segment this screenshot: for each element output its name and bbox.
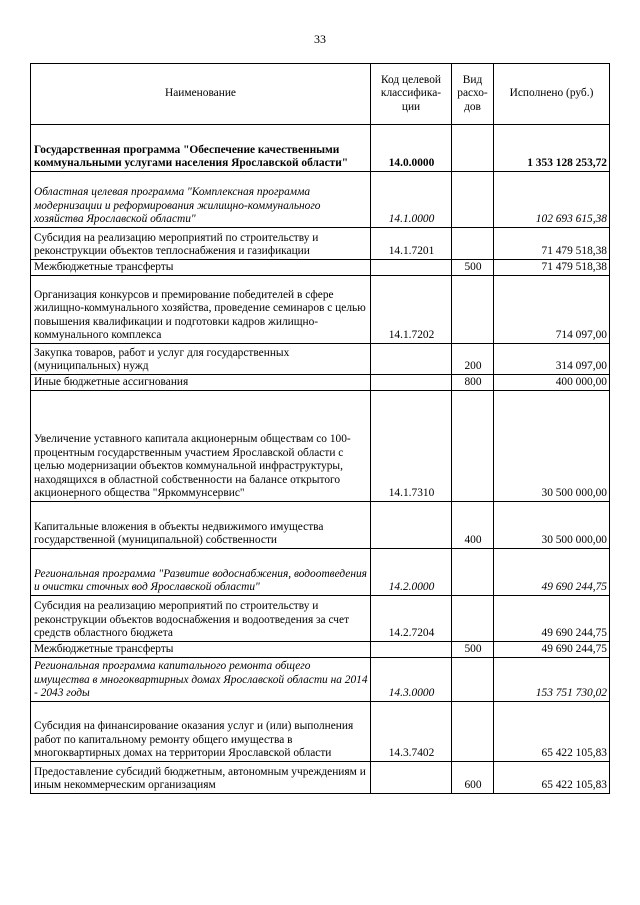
row-name-cell: Региональная программа капитального ремонта общего имущества в многоквартирных домах Ярославской области на 2014 - 2043 годы [31,658,371,702]
row-code-cell [371,762,452,794]
table-row [31,276,610,344]
header-amount: Исполнено (руб.) [494,64,610,125]
row-type-cell [452,125,494,172]
table-row [31,228,610,260]
row-code-cell: 14.1.0000 [371,172,452,228]
row-amount-cell: 153 751 730,02 [494,658,610,702]
row-type-cell: 200 [452,344,494,375]
header-code: Код целевой классифика-ции [371,64,452,125]
table-row [31,642,610,658]
row-amount-cell: 400 000,00 [494,375,610,391]
row-code-cell [371,502,452,549]
row-name-cell: Межбюджетные трансферты [31,260,371,276]
row-name-cell: Региональная программа "Развитие водоснабжения, водоотведения и очистки сточных вод Ярославской области" [31,549,371,596]
row-code-cell [371,375,452,391]
table-row [31,702,610,762]
row-amount-cell: 314 097,00 [494,344,610,375]
row-name-cell: Субсидия на финансирование оказания услуг и (или) выполнения работ по капитальному ремонту общего имущества в многоквартирных домах на территории Ярославской области [31,702,371,762]
table-header-row [31,64,610,125]
row-amount-cell: 30 500 000,00 [494,502,610,549]
row-code-cell [371,642,452,658]
row-type-cell: 600 [452,762,494,794]
table-row [31,344,610,375]
row-name-cell: Государственная программа "Обеспечение качественными коммунальными услугами населения Ярославской области" [31,125,371,172]
row-code-cell: 14.1.7202 [371,276,452,344]
header-name: Наименование [31,64,371,125]
row-amount-cell: 714 097,00 [494,276,610,344]
row-name-cell: Субсидия на реализацию мероприятий по строительству и реконструкции объектов теплоснабжения и газификации [31,228,371,260]
row-type-cell [452,172,494,228]
row-name-cell: Межбюджетные трансферты [31,642,371,658]
row-name-cell: Иные бюджетные ассигнования [31,375,371,391]
row-amount-cell: 65 422 105,83 [494,702,610,762]
row-type-cell [452,596,494,642]
table-row [31,658,610,702]
table-body [31,125,610,794]
page-number: 33 [314,32,326,46]
row-amount-cell: 49 690 244,75 [494,596,610,642]
table-row [31,502,610,549]
header-type: Вид расхо-дов [452,64,494,125]
row-type-cell [452,276,494,344]
row-code-cell: 14.0.0000 [371,125,452,172]
row-type-cell: 500 [452,260,494,276]
row-code-cell: 14.2.0000 [371,549,452,596]
row-code-cell: 14.3.0000 [371,658,452,702]
row-code-cell [371,260,452,276]
row-amount-cell: 30 500 000,00 [494,391,610,502]
row-name-cell: Областная целевая программа "Комплексная программа модернизации и реформирования жилищно-коммунального хозяйства Ярославской области" [31,172,371,228]
row-amount-cell: 102 693 615,38 [494,172,610,228]
table-row [31,762,610,794]
row-amount-cell: 71 479 518,38 [494,260,610,276]
row-amount-cell: 49 690 244,75 [494,642,610,658]
row-type-cell [452,658,494,702]
row-type-cell [452,549,494,596]
row-type-cell: 400 [452,502,494,549]
table-row [31,391,610,502]
table-row [31,549,610,596]
row-amount-cell: 71 479 518,38 [494,228,610,260]
table-row [31,260,610,276]
row-type-cell: 800 [452,375,494,391]
row-amount-cell: 65 422 105,83 [494,762,610,794]
row-type-cell [452,702,494,762]
row-name-cell: Субсидия на реализацию мероприятий по строительству и реконструкции объектов водоснабжения и водоотведения за счет средств областного бюджета [31,596,371,642]
table-row [31,172,610,228]
row-name-cell: Предоставление субсидий бюджетным, автономным учреждениям и иным некоммерческим организациям [31,762,371,794]
table-row [31,125,610,172]
row-type-cell [452,391,494,502]
row-amount-cell: 1 353 128 253,72 [494,125,610,172]
row-name-cell: Увеличение уставного капитала акционерным обществам со 100-процентным государственным участием Ярославской области с целью модернизации объектов коммунальной инфраструктуры, находящихся в областной собственности на балансе открытого акционерного общества "Яркоммунсервис" [31,391,371,502]
row-name-cell: Капитальные вложения в объекты недвижимого имущества государственной (муниципальной) собственности [31,502,371,549]
expenditure-table [30,63,610,794]
row-code-cell [371,344,452,375]
row-code-cell: 14.1.7310 [371,391,452,502]
row-code-cell: 14.2.7204 [371,596,452,642]
row-type-cell [452,228,494,260]
table-row [31,375,610,391]
row-name-cell: Организация конкурсов и премирование победителей в сфере жилищно-коммунального хозяйства, проведение семинаров с целью повышения квалификации и подготовки кадров жилищно-коммунального комплекса [31,276,371,344]
row-name-cell: Закупка товаров, работ и услуг для государственных (муниципальных) нужд [31,344,371,375]
row-code-cell: 14.3.7402 [371,702,452,762]
table-row [31,596,610,642]
row-code-cell: 14.1.7201 [371,228,452,260]
row-type-cell: 500 [452,642,494,658]
row-amount-cell: 49 690 244,75 [494,549,610,596]
